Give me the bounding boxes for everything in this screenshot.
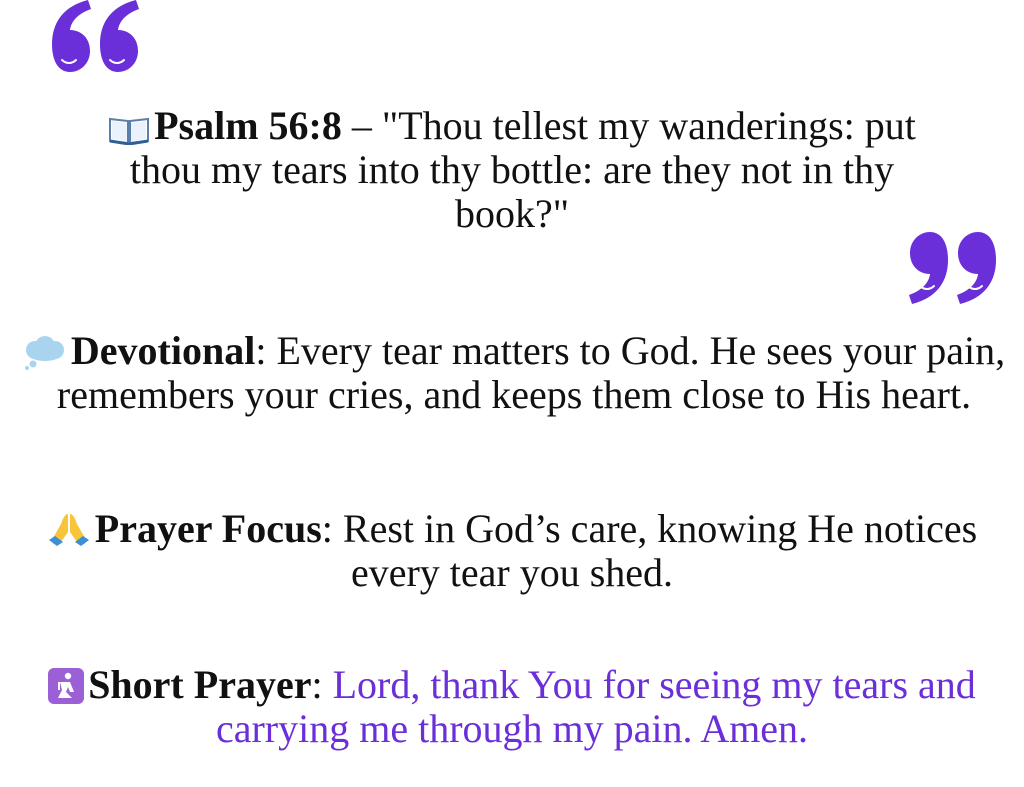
devotional-text: Every tear matters to God. He sees your pain, remembers your cries, and keeps them close to His heart. [56,328,1006,417]
place-of-worship-icon [48,668,84,704]
verse-reference: Psalm 56:8 [154,103,342,148]
short-prayer-separator: : [311,662,333,707]
devotional-label: Devotional [70,328,256,373]
devotional-section [6,329,1022,417]
short-prayer-section [0,663,1024,751]
verse-text: "Thou tellest my wanderings: put thou my tears into thy bottle: are they not in thy book?" [129,103,916,236]
prayer-focus-section [0,507,1024,595]
devotional-separator: : [255,328,277,373]
prayer-focus-separator: : [321,506,343,551]
thought-balloon-icon [23,336,67,370]
close-quote-icon [906,228,1002,304]
folded-hands-icon [47,510,91,548]
short-prayer-label: Short Prayer [88,662,312,707]
open-book-icon [108,113,150,145]
short-prayer-text: Lord, thank You for seeing my tears and carrying me through my pain. Amen. [215,662,976,751]
prayer-focus-text: Rest in God’s care, knowing He notices every tear you shed. [342,506,978,595]
open-quote-icon [48,0,144,74]
verse-section [72,104,952,236]
verse-separator: – [341,103,382,148]
prayer-focus-label: Prayer Focus [94,506,322,551]
